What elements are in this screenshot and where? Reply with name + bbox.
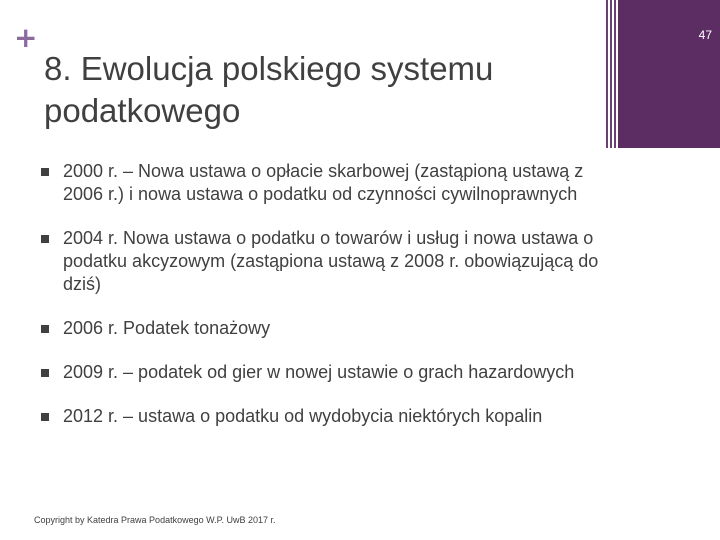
list-item — [41, 361, 611, 384]
accent-panel — [618, 0, 720, 148]
square-bullet-icon — [41, 235, 49, 243]
list-item-text: 2000 r. – Nowa ustawa o opłacie skarbowej (zastąpioną ustawą z 2006 r.) i nowa ustawa o podatku od czynności cywilnoprawnych — [63, 161, 584, 204]
list-item-text: 2012 r. – ustawa o podatku od wydobycia niektórych kopalin — [63, 406, 543, 426]
plus-icon: + — [14, 21, 38, 54]
accent-stripe — [610, 0, 612, 148]
accent-stripe — [606, 0, 608, 148]
square-bullet-icon — [41, 369, 49, 377]
list-item — [41, 160, 611, 206]
copyright-footer: Copyright by Katedra Prawa Podatkowego W.P. UwB 2017 r. — [34, 515, 276, 525]
accent-stripe — [614, 0, 616, 148]
list-item-text: 2004 r. Nowa ustawa o podatku o towarów i usług i nowa ustawa o podatku akcyzowym (zastąpiona ustawą z 2008 r. obowiązującą do dziś) — [63, 228, 599, 294]
corner-accent-bars — [606, 0, 720, 148]
square-bullet-icon — [41, 325, 49, 333]
list-item-text: 2006 r. Podatek tonażowy — [63, 318, 271, 338]
square-bullet-icon — [41, 413, 49, 421]
list-item — [41, 227, 611, 296]
square-bullet-icon — [41, 168, 49, 176]
list-item-text: 2009 r. – podatek od gier w nowej ustawie o grach hazardowych — [63, 362, 575, 382]
list-item — [41, 317, 611, 340]
page-number: 47 — [698, 28, 712, 42]
bullet-list — [41, 160, 611, 428]
slide-title: 8. Ewolucja polskiego systemu podatkowego — [44, 50, 494, 129]
list-item — [41, 405, 611, 428]
